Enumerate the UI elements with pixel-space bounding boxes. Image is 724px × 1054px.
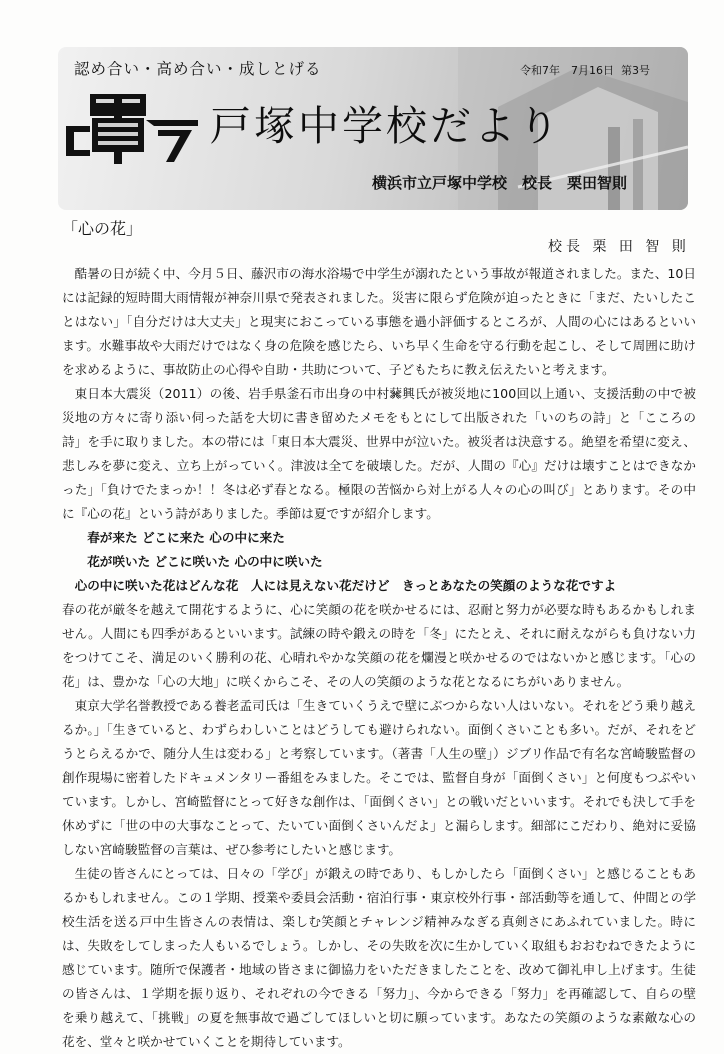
paragraph: 東日本大震災（2011）の後、岩手県釜石市出身の中村𦮙興氏が被災地に100回以上通い、支援活動の中で被災地の方々に寄り添い伺った話を大切に書き留めたメモをもとにして出版された「いのちの詩」と「こころの詩」を手に取りました。本の帯には「東日本大震災、世界中が泣いた。被災者は決意する。絶望を希望に変え、悲しみを夢に変え、立ち上がっていく。津波は全てを破壊した。だが、人間の『心』だけは壊すことはできなかった」「負けでたまっか！！冬は必ず春となる。極限の苦悩から対上がる人々の心の叫び」とあります。その中に『心の花』という詩がありました。季節は夏ですが紹介します。 <box>62 386 696 521</box>
issue-number: 第3号 <box>621 64 650 77</box>
school-motto: 認め合い・高め合い・成しとげる <box>74 60 322 78</box>
poem-line: 花が咲いた どこに咲いた 心の中に咲いた <box>87 554 323 569</box>
poem-line: 心の中に咲いた花はどんな花 人には見えない花だけど きっとあなたの笑顔のような花ですよ <box>74 578 617 593</box>
article-heading: 「心の花」 <box>62 219 143 238</box>
paragraph: 春の花が厳冬を越えて開花するように、心に笑顔の花を咲かせるには、忍耐と努力が必要な時もあるかもしれません。人間にも四季があるといいます。試練の時や鍛えの時を「冬」にたとえ、それに耐えながらも負けない力をつけてこそ、満足のいく勝利の花、心晴れやかな笑顔の花を爛漫と咲かせるのではないかと感じます。「心の花」は、豊かな「心の大地」に咲くからこそ、その人の笑顔のような花となるにちがいありません。 <box>62 602 696 689</box>
paragraph: 東京大学名誉教授である養老孟司氏は「生きていくうえで壁にぶつからない人はいない。それをどう乗り越えるか。」「生きていると、わずらわしいことはどうしても避けられない。面倒くさいことも多い。だが、それをどうとらえるかで、随分人生は変わる」と考察しています。（著書「人生の壁」）ジブリ作品で有名な宮崎駿監督の創作現場に密着したドキュメンタリー番組をみました。そこでは、監督自身が「面倒くさい」と何度もつぶやいています。しかし、宮崎監督にとって好きな創作は、「面倒くさい」との戦いだといいます。それでも決して手を休めずに「世の中の大事なことって、たいてい面倒くさいんだよ」と漏らします。細部にこだわり、絶対に妥協しない宮崎駿監督の言葉は、ぜひ参考にしたいと感じます。 <box>62 698 696 857</box>
article-body <box>62 262 696 1054</box>
article-byline: 校長 栗 田 智 則 <box>548 239 690 255</box>
school-principal-line: 横浜市立戸塚中学校 校長 栗田智則 <box>372 174 628 192</box>
poem-line: 春が来た どこに来た 心の中に来た <box>87 530 285 545</box>
school-emblem <box>62 92 202 164</box>
issue-date: 令和7年 7月16日 <box>520 64 614 77</box>
paragraph: 生徒の皆さんにとっては、日々の「学び」が鍛えの時であり、もしかしたら「面倒くさい」と感じることもあるかもしれません。この１学期、授業や委員会活動・宿泊行事・東京校外行事・部活動等を通して、仲間との学校生活を送る戸中生皆さんの表情は、楽しむ笑顔とチャレンジ精神みなぎる真剣さにあふれていました。時には、失敗をしてしまった人もいるでしょう。しかし、その失敗を次に生かしていく取組もおおむねできたように感じています。随所で保護者・地域の皆さまに御協力をいただきましたことを、改めて御礼申し上げます。生徒の皆さんは、１学期を振り返り、それぞれの今できる「努力」、今からできる「努力」を再確認して、自らの壁を乗り越えて、「挑戦」の夏を無事故で過ごしてほしいと切に願っています。あなたの笑顔のような素敵な心の花を、堂々と咲かせていくことを期待しています。 <box>62 866 696 1049</box>
issue-info <box>520 62 657 78</box>
paragraph: 酷暑の日が続く中、今月５日、藤沢市の海水浴場で中学生が溺れたという事故が報道されました。また、10日には記録的短時間大雨情報が神奈川県で発表されました。災害に限らず危険が迫ったときに「まだ、たいしたことはない」「自分だけは大丈夫」と現実におこっている事態を過小評価するところが、人間の心にはあるといいます。水難事故や大雨だけではなく身の危険を感じたら、いち早く生命を守る行動を起こし、そして周囲に助けを求めるように、事故防止の心得や自助・共助について、子どもたちに教え伝えたいと考えます。 <box>62 266 697 377</box>
newsletter-title: 戸塚中学校だより <box>210 102 562 150</box>
